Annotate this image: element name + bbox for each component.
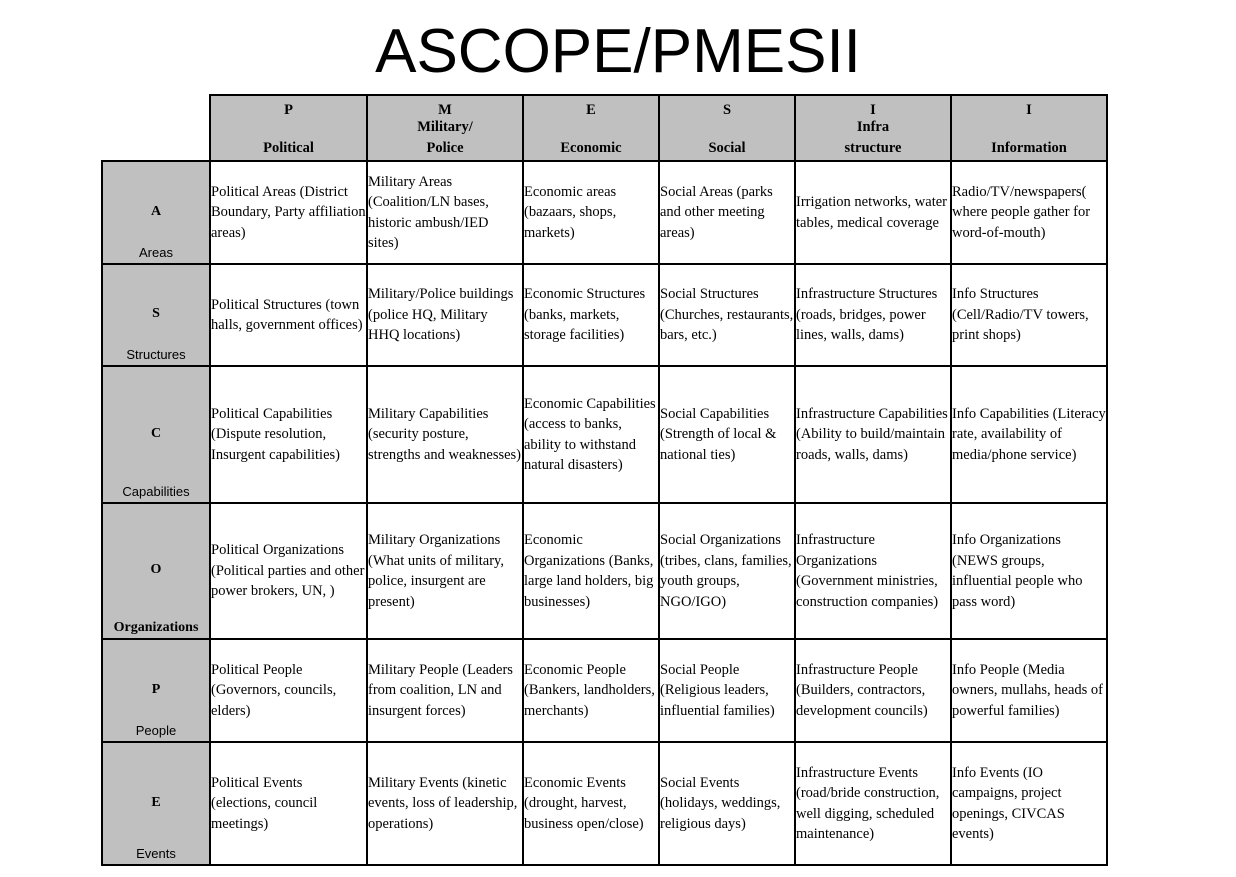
cell-people-infrastructure: Infrastructure People (Builders, contractors, development councils) [795, 639, 951, 742]
col-header-social [659, 95, 795, 161]
row-letter: O [150, 562, 162, 577]
row-letter: E [151, 794, 161, 810]
row-name: People [135, 723, 177, 738]
row-areas [102, 161, 1107, 264]
row-header-organizations [102, 503, 210, 639]
cell-structures-military: Military/Police buildings (police HQ, Military HHQ locations) [367, 264, 523, 366]
row-letter: A [150, 203, 162, 219]
col-name: Economic [560, 139, 622, 156]
cell-capabilities-economic: Economic Capabilities (access to banks, ability to withstand natural disasters) [523, 366, 659, 503]
cell-organizations-social: Social Organizations (tribes, clans, families, youth groups, NGO/IGO) [659, 503, 795, 639]
cell-capabilities-infrastructure: Infrastructure Capabilities (Ability to build/maintain roads, walls, dams) [795, 366, 951, 503]
row-header-events [102, 742, 210, 865]
cell-events-military: Military Events (kinetic events, loss of leadership, operations) [367, 742, 523, 865]
row-name: Structures [126, 347, 186, 362]
col-letter: P [284, 102, 293, 118]
row-header-areas [102, 161, 210, 264]
row-header-capabilities [102, 366, 210, 503]
col-header-information [951, 95, 1107, 161]
row-capabilities [102, 366, 1107, 503]
cell-structures-economic: Economic Structures (banks, markets, storage facilities) [523, 264, 659, 366]
row-events [102, 742, 1107, 865]
cell-capabilities-political: Political Capabilities (Dispute resolution, Insurgent capabilities) [210, 366, 367, 503]
col-header-military [367, 95, 523, 161]
col-letter: I [1026, 102, 1032, 118]
cell-structures-political: Political Structures (town halls, government offices) [210, 264, 367, 366]
cell-events-social: Social Events (holidays, weddings, religious days) [659, 742, 795, 865]
cell-areas-information: Radio/TV/newspapers( where people gather for word-of-mouth) [951, 161, 1107, 264]
col-header-political [210, 95, 367, 161]
row-header-people [102, 639, 210, 742]
col-letter: M [438, 102, 452, 118]
cell-areas-infrastructure: Irrigation networks, water tables, medical coverage [795, 161, 951, 264]
cell-people-social: Social People (Religious leaders, influential families) [659, 639, 795, 742]
row-name: Areas [139, 245, 173, 260]
row-letter: C [150, 425, 162, 441]
cell-events-infrastructure: Infrastructure Events (road/bride construction, well digging, scheduled maintenance) [795, 742, 951, 865]
cell-people-information: Info People (Media owners, mullahs, heads of powerful families) [951, 639, 1107, 742]
cell-structures-information: Info Structures (Cell/Radio/TV towers, print shops) [951, 264, 1107, 366]
cell-areas-social: Social Areas (parks and other meeting areas) [659, 161, 795, 264]
col-letter: S [722, 102, 732, 118]
row-organizations [102, 503, 1107, 639]
row-name: Events [136, 846, 176, 861]
cell-structures-social: Social Structures (Churches, restaurants, bars, etc.) [659, 264, 795, 366]
row-header-structures [102, 264, 210, 366]
col-name: Military/ Police [417, 119, 473, 156]
cell-people-political: Political People (Governors, councils, elders) [210, 639, 367, 742]
cell-organizations-infrastructure: Infrastructure Organizations (Government ministries, construction companies) [795, 503, 951, 639]
corner-cell [102, 95, 210, 161]
cell-areas-economic: Economic areas (bazaars, shops, markets) [523, 161, 659, 264]
row-name: Capabilities [122, 484, 190, 499]
col-name: Social [708, 139, 746, 156]
cell-events-information: Info Events (IO campaigns, project openings, CIVCAS events) [951, 742, 1107, 865]
col-letter: E [586, 102, 596, 118]
row-name: Organizations [113, 620, 199, 635]
cell-areas-political: Political Areas (District Boundary, Party affiliation areas) [210, 161, 367, 264]
row-letter: P [151, 681, 161, 697]
cell-structures-infrastructure: Infrastructure Structures (roads, bridges, power lines, walls, dams) [795, 264, 951, 366]
cell-capabilities-information: Info Capabilities (Literacy rate, availability of media/phone service) [951, 366, 1107, 503]
col-letter: I [870, 102, 876, 118]
col-header-infrastructure [795, 95, 951, 161]
col-name: Information [991, 139, 1067, 156]
page-title: ASCOPE/PMESII [375, 17, 861, 86]
cell-capabilities-military: Military Capabilities (security posture, strengths and weaknesses) [367, 366, 523, 503]
col-header-economic [523, 95, 659, 161]
cell-events-economic: Economic Events (drought, harvest, business open/close) [523, 742, 659, 865]
cell-organizations-military: Military Organizations (What units of military, police, insurgent are present) [367, 503, 523, 639]
row-structures [102, 264, 1107, 366]
col-name: Infra structure [844, 119, 902, 156]
cell-people-military: Military People (Leaders from coalition, LN and insurgent forces) [367, 639, 523, 742]
cell-organizations-economic: Economic Organizations (Banks, large land holders, big businesses) [523, 503, 659, 639]
row-letter: S [152, 306, 160, 321]
cell-people-economic: Economic People (Bankers, landholders, merchants) [523, 639, 659, 742]
cell-areas-military: Military Areas (Coalition/LN bases, historic ambush/IED sites) [367, 161, 523, 264]
header-row [102, 95, 1107, 161]
cell-organizations-political: Political Organizations (Political parties and other power brokers, UN, ) [210, 503, 367, 639]
ascope-pmesii-matrix [101, 94, 1108, 866]
cell-organizations-information: Info Organizations (NEWS groups, influential people who pass word) [951, 503, 1107, 639]
row-people [102, 639, 1107, 742]
col-name: Political [263, 139, 314, 156]
cell-events-political: Political Events (elections, council meetings) [210, 742, 367, 865]
cell-capabilities-social: Social Capabilities (Strength of local & national ties) [659, 366, 795, 503]
